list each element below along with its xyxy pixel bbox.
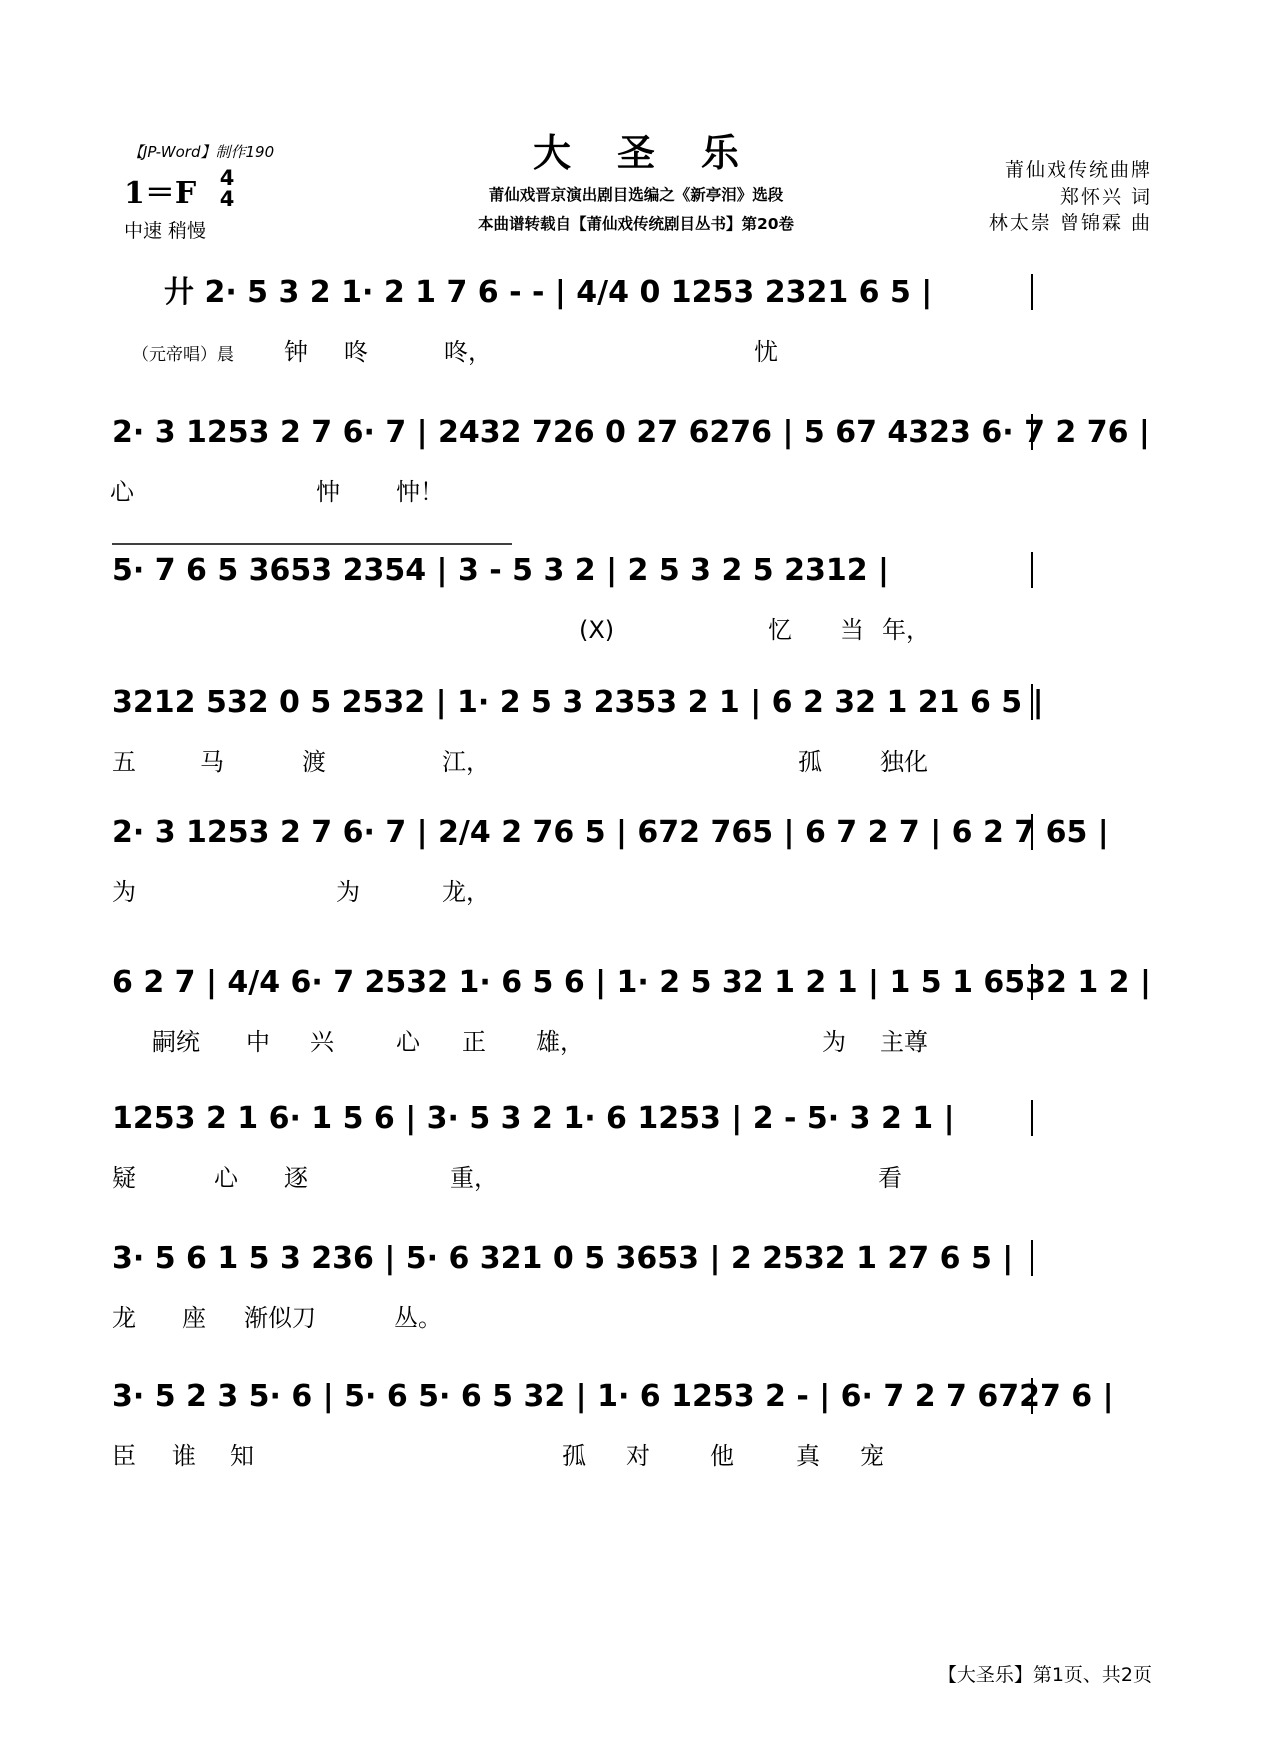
- key-signature: 1＝F: [124, 176, 197, 211]
- lyric: 知: [230, 1442, 254, 1470]
- score-system-6: [112, 964, 1151, 1056]
- lyric: (X): [579, 616, 615, 644]
- lyric: 兴: [310, 1028, 334, 1056]
- lyric: 丛。: [394, 1304, 442, 1332]
- lyric: 谁: [172, 1442, 196, 1470]
- lyric: 忧: [754, 338, 778, 366]
- page-title: 大圣乐: [532, 130, 785, 175]
- notation-line: 3212 532 0 5 2532 | 1· 2 5 3 2353 2 1 | 6 2 32 1 21 6 5 |: [112, 685, 1044, 720]
- lyric: 钟: [284, 338, 308, 366]
- maker-credit: 【JP-Word】制作190: [128, 143, 275, 161]
- lyric: 主尊: [880, 1028, 928, 1056]
- lyric: 宠: [860, 1442, 884, 1470]
- notation-line: 2· 3 1253 2 7 6· 7 | 2432 726 0 27 6276 | 5 67 4323 6· 7 2 76 |: [112, 415, 1150, 450]
- lyric: 对: [626, 1442, 650, 1470]
- lyric: 正: [462, 1028, 486, 1056]
- credit-lyricist: 郑怀兴 词: [1059, 186, 1152, 208]
- lyric: 五: [112, 748, 136, 776]
- lyric: 为: [112, 878, 136, 906]
- credit-tune-type: 莆仙戏传统曲牌: [1004, 159, 1152, 181]
- lyric: 孤: [562, 1442, 586, 1470]
- lyric: （元帝唱）晨: [132, 345, 234, 365]
- lyric: 嗣统: [152, 1028, 200, 1056]
- lyric: 为: [336, 878, 360, 906]
- lyric: 心: [214, 1164, 238, 1192]
- notation-line: 2· 3 1253 2 7 6· 7 | 2/4 2 76 5 | 672 765 | 6 7 2 7 | 6 2 7 65 |: [112, 815, 1109, 850]
- lyric: 他: [710, 1442, 734, 1470]
- lyric: 臣: [112, 1442, 136, 1470]
- lyric: 心: [110, 478, 134, 506]
- lyric: 座: [182, 1304, 206, 1332]
- lyric: 咚: [344, 338, 368, 366]
- lyric: 为: [822, 1028, 846, 1056]
- notation-line: 5· 7 6 5 3653 2354 | 3 - 5 3 2 | 2 5 3 2 5 2312 |: [112, 553, 890, 588]
- lyric: 忡！: [396, 478, 444, 506]
- lyric: 心: [396, 1028, 420, 1056]
- score-system-8: [112, 1240, 1032, 1332]
- jianpu-score: [110, 262, 1160, 1662]
- lyric: 独化: [880, 748, 928, 776]
- lyric: 龙，: [442, 878, 490, 906]
- time-signature-bottom: 4: [219, 187, 235, 211]
- subtitle-line-1: 莆仙戏晋京演出剧目选编之《新亭泪》选段: [488, 186, 784, 204]
- lyric: 咚，: [444, 338, 492, 366]
- page-indicator: 【大圣乐】第1页、共2页: [937, 1664, 1152, 1686]
- lyric: 渡: [302, 748, 326, 776]
- lyric: 当: [840, 616, 864, 644]
- notation-line: 3· 5 2 3 5· 6 | 5· 6 5· 6 5 32 | 1· 6 1253 2 - | 6· 7 2 7 6727 6 |: [112, 1379, 1114, 1414]
- lyric: 重，: [450, 1164, 498, 1192]
- lyric: 雄，: [536, 1028, 584, 1056]
- lyric: 江，: [442, 748, 490, 776]
- lyric: 孤: [798, 748, 822, 776]
- score-system-4: [112, 684, 1044, 776]
- score-system-7: [112, 1100, 1032, 1192]
- credit-composer: 林太崇 曾锦霖 曲: [988, 212, 1152, 234]
- tempo-marking: 中速 稍慢: [124, 220, 207, 242]
- notation-line: 3· 5 6 1 5 3 236 | 5· 6 321 0 5 3653 | 2 2532 1 27 6 5 |: [112, 1241, 1014, 1276]
- notation-line: 廾 2· 5 3 2 1· 2 1 7 6 - - | 4/4 0 1253 2321 6 5 |: [164, 275, 933, 310]
- lyric: 年，: [882, 616, 930, 644]
- lyric: 渐似刀: [244, 1304, 316, 1332]
- lyric: 忡: [316, 478, 340, 506]
- score-system-2: [110, 414, 1150, 506]
- lyric: 马: [200, 748, 224, 776]
- lyric: 看: [878, 1164, 902, 1192]
- score-system-3: [112, 544, 1032, 644]
- lyric: 逐: [284, 1164, 308, 1192]
- notation-line: 6 2 7 | 4/4 6· 7 2532 1· 6 5 6 | 1· 2 5 32 1 2 1 | 1 5 1 6532 1 2 |: [112, 965, 1151, 1000]
- lyric: 龙: [112, 1304, 136, 1332]
- lyric: 真: [796, 1442, 820, 1470]
- score-system-9: [112, 1378, 1114, 1470]
- subtitle-line-2: 本曲谱转载自【莆仙戏传统剧目丛书】第20卷: [477, 215, 795, 233]
- score-system-5: [112, 814, 1109, 906]
- notation-line: 1253 2 1 6· 1 5 6 | 3· 5 3 2 1· 6 1253 | 2 - 5· 3 2 1 |: [112, 1101, 955, 1136]
- score-system-1: [132, 274, 1032, 366]
- lyric: 中: [246, 1028, 270, 1056]
- lyric: 忆: [768, 616, 792, 644]
- time-signature-top: 4: [219, 166, 235, 190]
- lyric: 疑: [112, 1164, 136, 1192]
